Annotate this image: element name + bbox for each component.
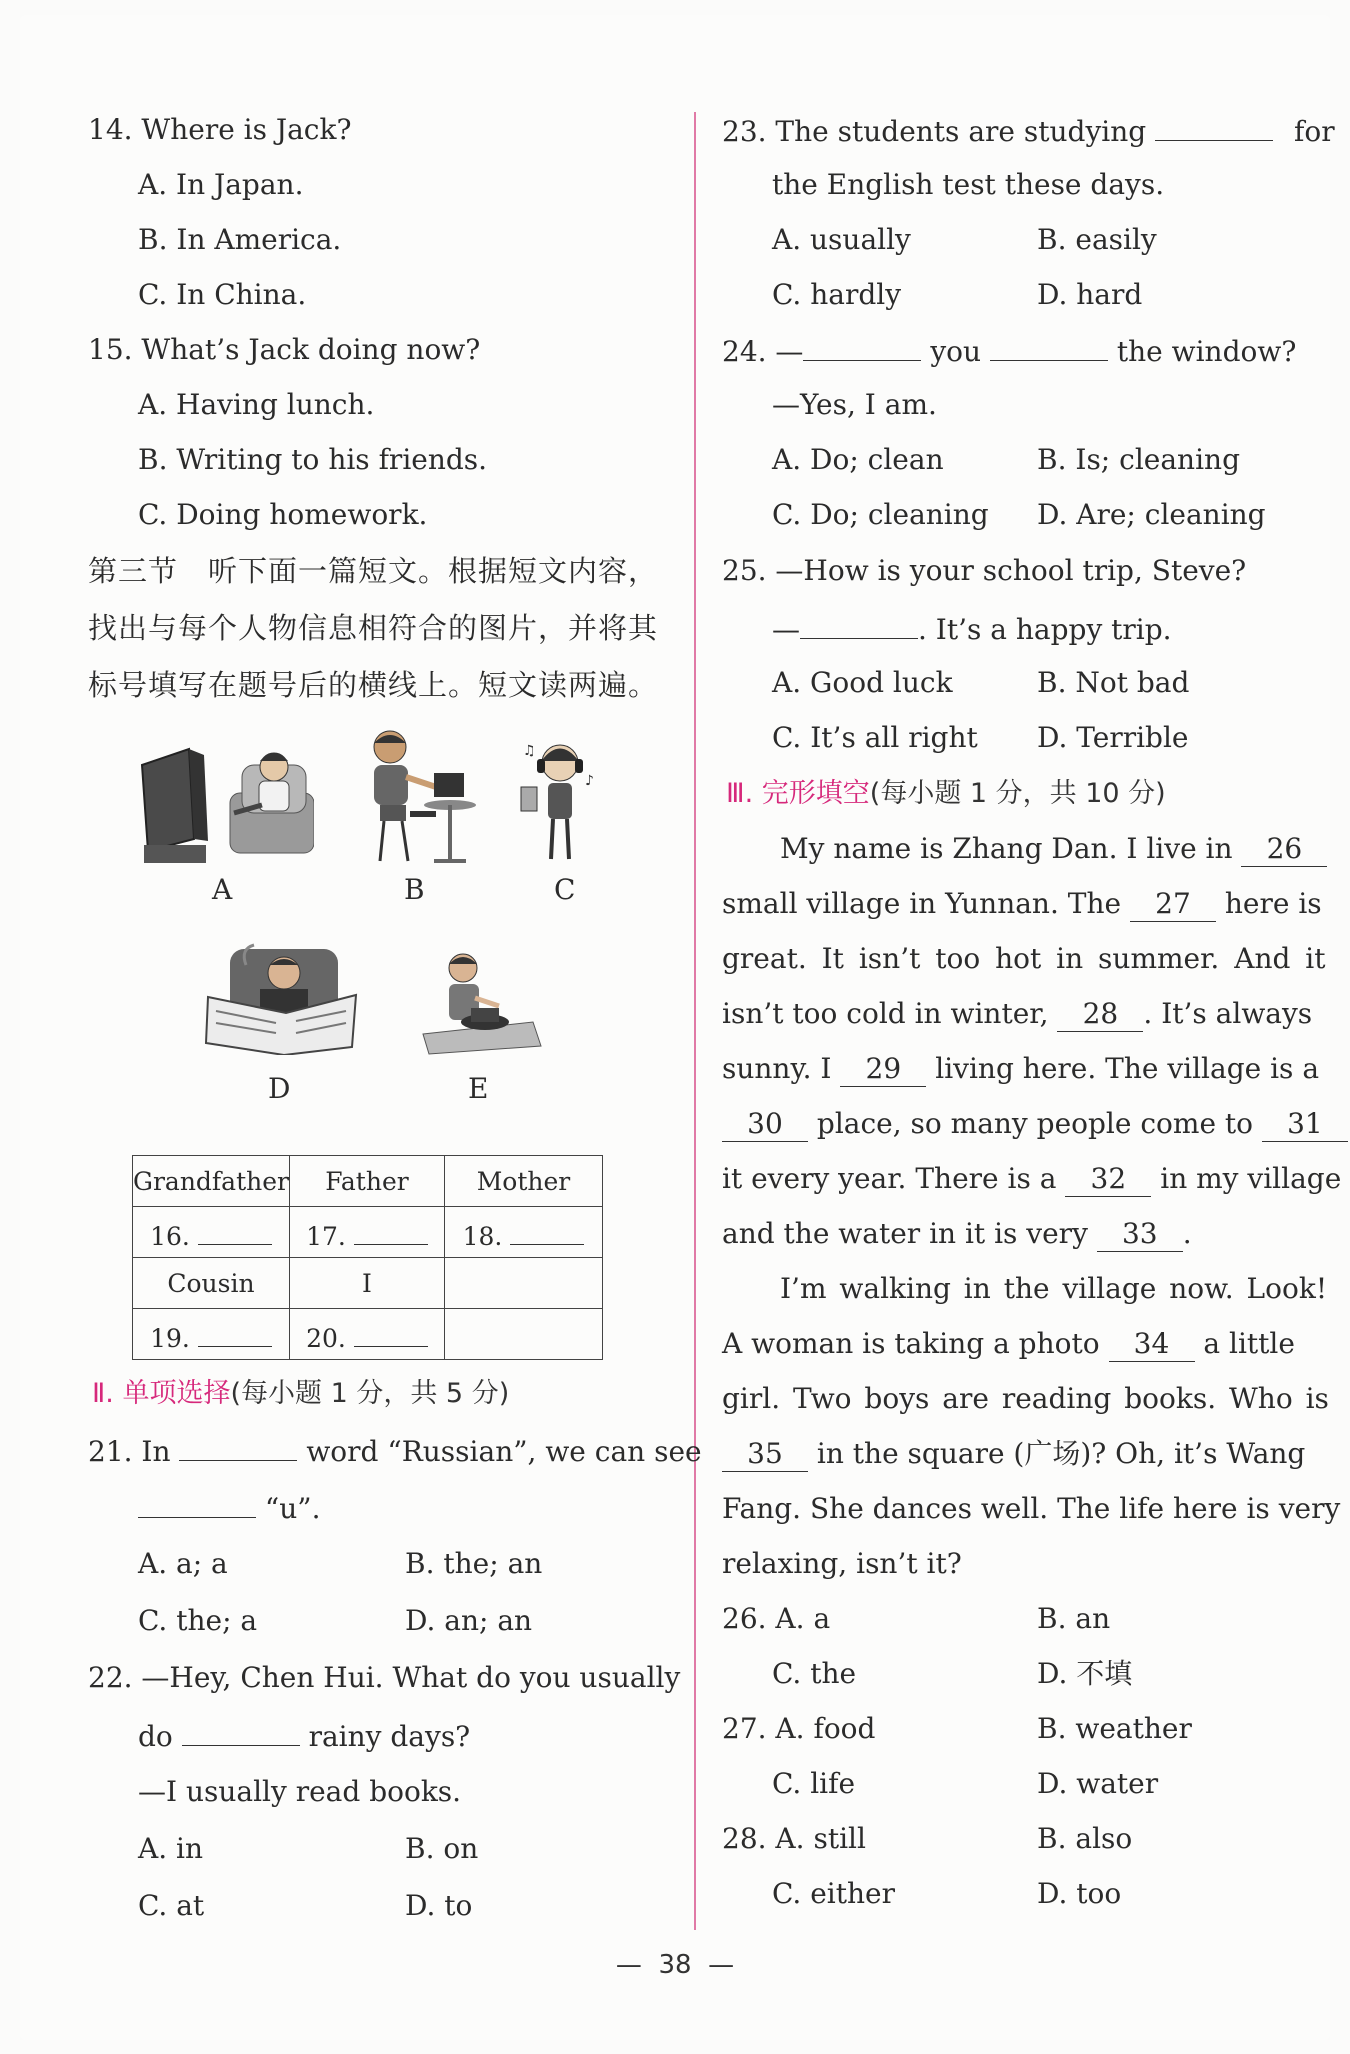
picture-label-c: C (554, 873, 576, 906)
page-number-dash-right: — (691, 1950, 735, 1980)
answer-blank-17[interactable] (354, 1214, 428, 1245)
passage-line11: girl. Two boys are reading books. Who is (722, 1382, 1329, 1415)
cloze-blank-28[interactable]: 28 (1057, 997, 1143, 1032)
cloze-blank-35[interactable]: 35 (722, 1437, 808, 1472)
section3-instruction-line1: 第三节 听下面一篇短文。根据短文内容， (88, 554, 659, 588)
q26-option-b: B. an (1037, 1602, 1111, 1635)
q28-option-c: C. either (772, 1877, 895, 1910)
q22-blank[interactable] (182, 1715, 300, 1746)
passage-line14: relaxing, isn’t it? (722, 1547, 962, 1580)
q24-option-a: A. Do; clean (772, 443, 944, 476)
svg-text:♪: ♪ (585, 773, 594, 789)
q24-option-c: C. Do; cleaning (772, 498, 989, 531)
picture-a-tv-watching (134, 735, 314, 865)
section3-cloze-heading (726, 774, 1166, 814)
q24-line1: 24. — you the window? (722, 330, 1296, 372)
picture-e-cooking (415, 950, 545, 1055)
q25-line1: 25. —How is your school trip, Steve? (722, 554, 1247, 587)
q25-option-c: C. It’s all right (772, 721, 978, 754)
q23-blank[interactable] (1155, 110, 1273, 141)
page-number-dash-left: — (615, 1950, 659, 1980)
q27-option-c: C. life (772, 1767, 856, 1800)
q23-option-b: B. easily (1037, 223, 1157, 256)
page-number (0, 1950, 1350, 1980)
q22-line1: 22. —Hey, Chen Hui. What do you usually (88, 1661, 681, 1694)
q15-option-b: B. Writing to his friends. (138, 443, 488, 476)
table-empty-cell (444, 1309, 602, 1360)
q24-blank-2[interactable] (990, 330, 1108, 361)
cloze-blank-32[interactable]: 32 (1065, 1162, 1151, 1197)
q21-option-c: C. the; a (138, 1604, 258, 1637)
q27-option-a: 27. A. food (722, 1712, 876, 1745)
table-cell-16[interactable]: 16. (133, 1207, 290, 1258)
passage-line8: and the water in it is very 33 . (722, 1217, 1192, 1250)
section2-title: Ⅱ. 单项选择 (92, 1378, 231, 1409)
q24-option-b: B. Is; cleaning (1037, 443, 1240, 476)
q23-option-a: A. usually (772, 223, 911, 256)
cloze-blank-34[interactable]: 34 (1109, 1327, 1195, 1362)
q22-line3: —I usually read books. (138, 1775, 462, 1808)
passage-line5: sunny. I 29 living here. The village is a (722, 1052, 1320, 1085)
table-empty-cell (444, 1258, 602, 1309)
q28-option-b: B. also (1037, 1822, 1133, 1855)
table-cell-17[interactable]: 17. (289, 1207, 444, 1258)
q22-line2: do rainy days? (138, 1715, 470, 1757)
q21-option-a: A. a; a (138, 1547, 228, 1580)
table-cell-18[interactable]: 18. (444, 1207, 602, 1258)
answer-blank-20[interactable] (354, 1316, 428, 1347)
picture-label-d: D (268, 1072, 291, 1105)
q25-option-b: B. Not bad (1037, 666, 1190, 699)
answer-blank-18[interactable] (510, 1214, 584, 1245)
q23-option-c: C. hardly (772, 278, 902, 311)
picture-label-b: B (404, 873, 425, 906)
q15-option-c: C. Doing homework. (138, 498, 428, 531)
q21-blank-1[interactable] (179, 1430, 297, 1461)
q24-line2: —Yes, I am. (772, 388, 937, 421)
q26-option-c: C. the (772, 1657, 857, 1690)
table-header-grandfather: Grandfather (133, 1156, 290, 1207)
cloze-blank-30[interactable]: 30 (722, 1107, 808, 1142)
passage-line9: I’m walking in the village now. Look! (780, 1272, 1328, 1305)
q14-option-c: C. In China. (138, 278, 307, 311)
q25-blank[interactable] (800, 608, 918, 639)
table-header-father: Father (289, 1156, 444, 1207)
passage-line1: My name is Zhang Dan. I live in 26 (780, 829, 1327, 869)
q22-option-b: B. on (405, 1832, 479, 1865)
column-divider (694, 112, 696, 1930)
q22-option-c: C. at (138, 1889, 205, 1922)
person-picture-table (132, 1155, 603, 1360)
q22-option-d: D. to (405, 1889, 473, 1922)
section2-points: (每小题 1 分，共 5 分) (230, 1378, 510, 1409)
section3-instruction-line3: 标号填写在题号后的横线上。短文读两遍。 (88, 668, 659, 702)
passage-line3: great. It isn’t too hot in summer. And it (722, 942, 1326, 975)
passage-line13: Fang. She dances well. The life here is very (722, 1492, 1341, 1525)
page-number-value: 38 (658, 1950, 692, 1980)
q21-blank-2[interactable] (138, 1487, 256, 1518)
q25-option-d: D. Terrible (1037, 721, 1189, 754)
table-header-i: I (289, 1258, 444, 1309)
answer-blank-19[interactable] (198, 1316, 272, 1347)
svg-text:♫: ♫ (523, 743, 536, 759)
q23-line1: 23. The students are studying for (722, 110, 1335, 152)
q21-line1: 21. In word “Russian”, we can see (88, 1430, 702, 1472)
picture-d-newspaper (200, 935, 360, 1055)
table-cell-19[interactable]: 19. (133, 1309, 290, 1360)
q15-option-a: A. Having lunch. (138, 388, 375, 421)
picture-label-a: A (212, 873, 233, 906)
q28-option-d: D. too (1037, 1877, 1122, 1910)
section3-cloze-title: Ⅲ. 完形填空 (726, 778, 870, 809)
passage-line10: A woman is taking a photo 34 a little (722, 1327, 1295, 1360)
q24-blank-1[interactable] (803, 330, 921, 361)
passage-line12: 35 in the square (广场)? Oh, it’s Wang (722, 1434, 1305, 1474)
cloze-blank-33[interactable]: 33 (1097, 1217, 1183, 1252)
q26-option-d: D. 不填 (1037, 1657, 1133, 1690)
q14-stem: 14. Where is Jack? (88, 113, 352, 146)
table-header-mother: Mother (444, 1156, 602, 1207)
q26-option-a: 26. A. a (722, 1602, 831, 1635)
cloze-blank-31[interactable]: 31 (1262, 1107, 1348, 1142)
q15-stem: 15. What’s Jack doing now? (88, 333, 481, 366)
q25-option-a: A. Good luck (772, 666, 953, 699)
q14-option-b: B. In America. (138, 223, 342, 256)
q14-option-a: A. In Japan. (138, 168, 304, 201)
q21-option-d: D. an; an (405, 1604, 533, 1637)
cloze-blank-26[interactable]: 26 (1241, 832, 1327, 867)
q27-option-b: B. weather (1037, 1712, 1192, 1745)
q21-line2: “u”. (138, 1487, 320, 1529)
table-header-cousin: Cousin (133, 1258, 290, 1309)
cloze-blank-29[interactable]: 29 (840, 1052, 926, 1087)
q25-line2: — . It’s a happy trip. (772, 608, 1172, 650)
table-cell-20[interactable]: 20. (289, 1309, 444, 1360)
q23-option-d: D. hard (1037, 278, 1143, 311)
section2-heading (92, 1374, 509, 1414)
passage-line4: isn’t too cold in winter, 28 . It’s always (722, 997, 1313, 1030)
q23-line2: the English test these days. (772, 168, 1165, 201)
q24-option-d: D. Are; cleaning (1037, 498, 1266, 531)
cloze-blank-27[interactable]: 27 (1130, 887, 1216, 922)
section3-cloze-points: (每小题 1 分，共 10 分) (869, 778, 1166, 809)
picture-c-music (515, 735, 605, 865)
passage-line2: small village in Yunnan. The 27 here is (722, 887, 1322, 920)
answer-blank-16[interactable] (198, 1214, 272, 1245)
section3-instruction-line2: 找出与每个人物信息相符合的图片，并将其 (88, 611, 659, 645)
q28-option-a: 28. A. still (722, 1822, 866, 1855)
passage-line7: it every year. There is a 32 in my village (722, 1162, 1342, 1195)
q22-option-a: A. in (138, 1832, 204, 1865)
q27-option-d: D. water (1037, 1767, 1159, 1800)
picture-label-e: E (468, 1072, 489, 1105)
q21-option-b: B. the; an (405, 1547, 543, 1580)
picture-b-computer (350, 725, 480, 865)
passage-line6: 30 place, so many people come to 31 (722, 1104, 1348, 1144)
